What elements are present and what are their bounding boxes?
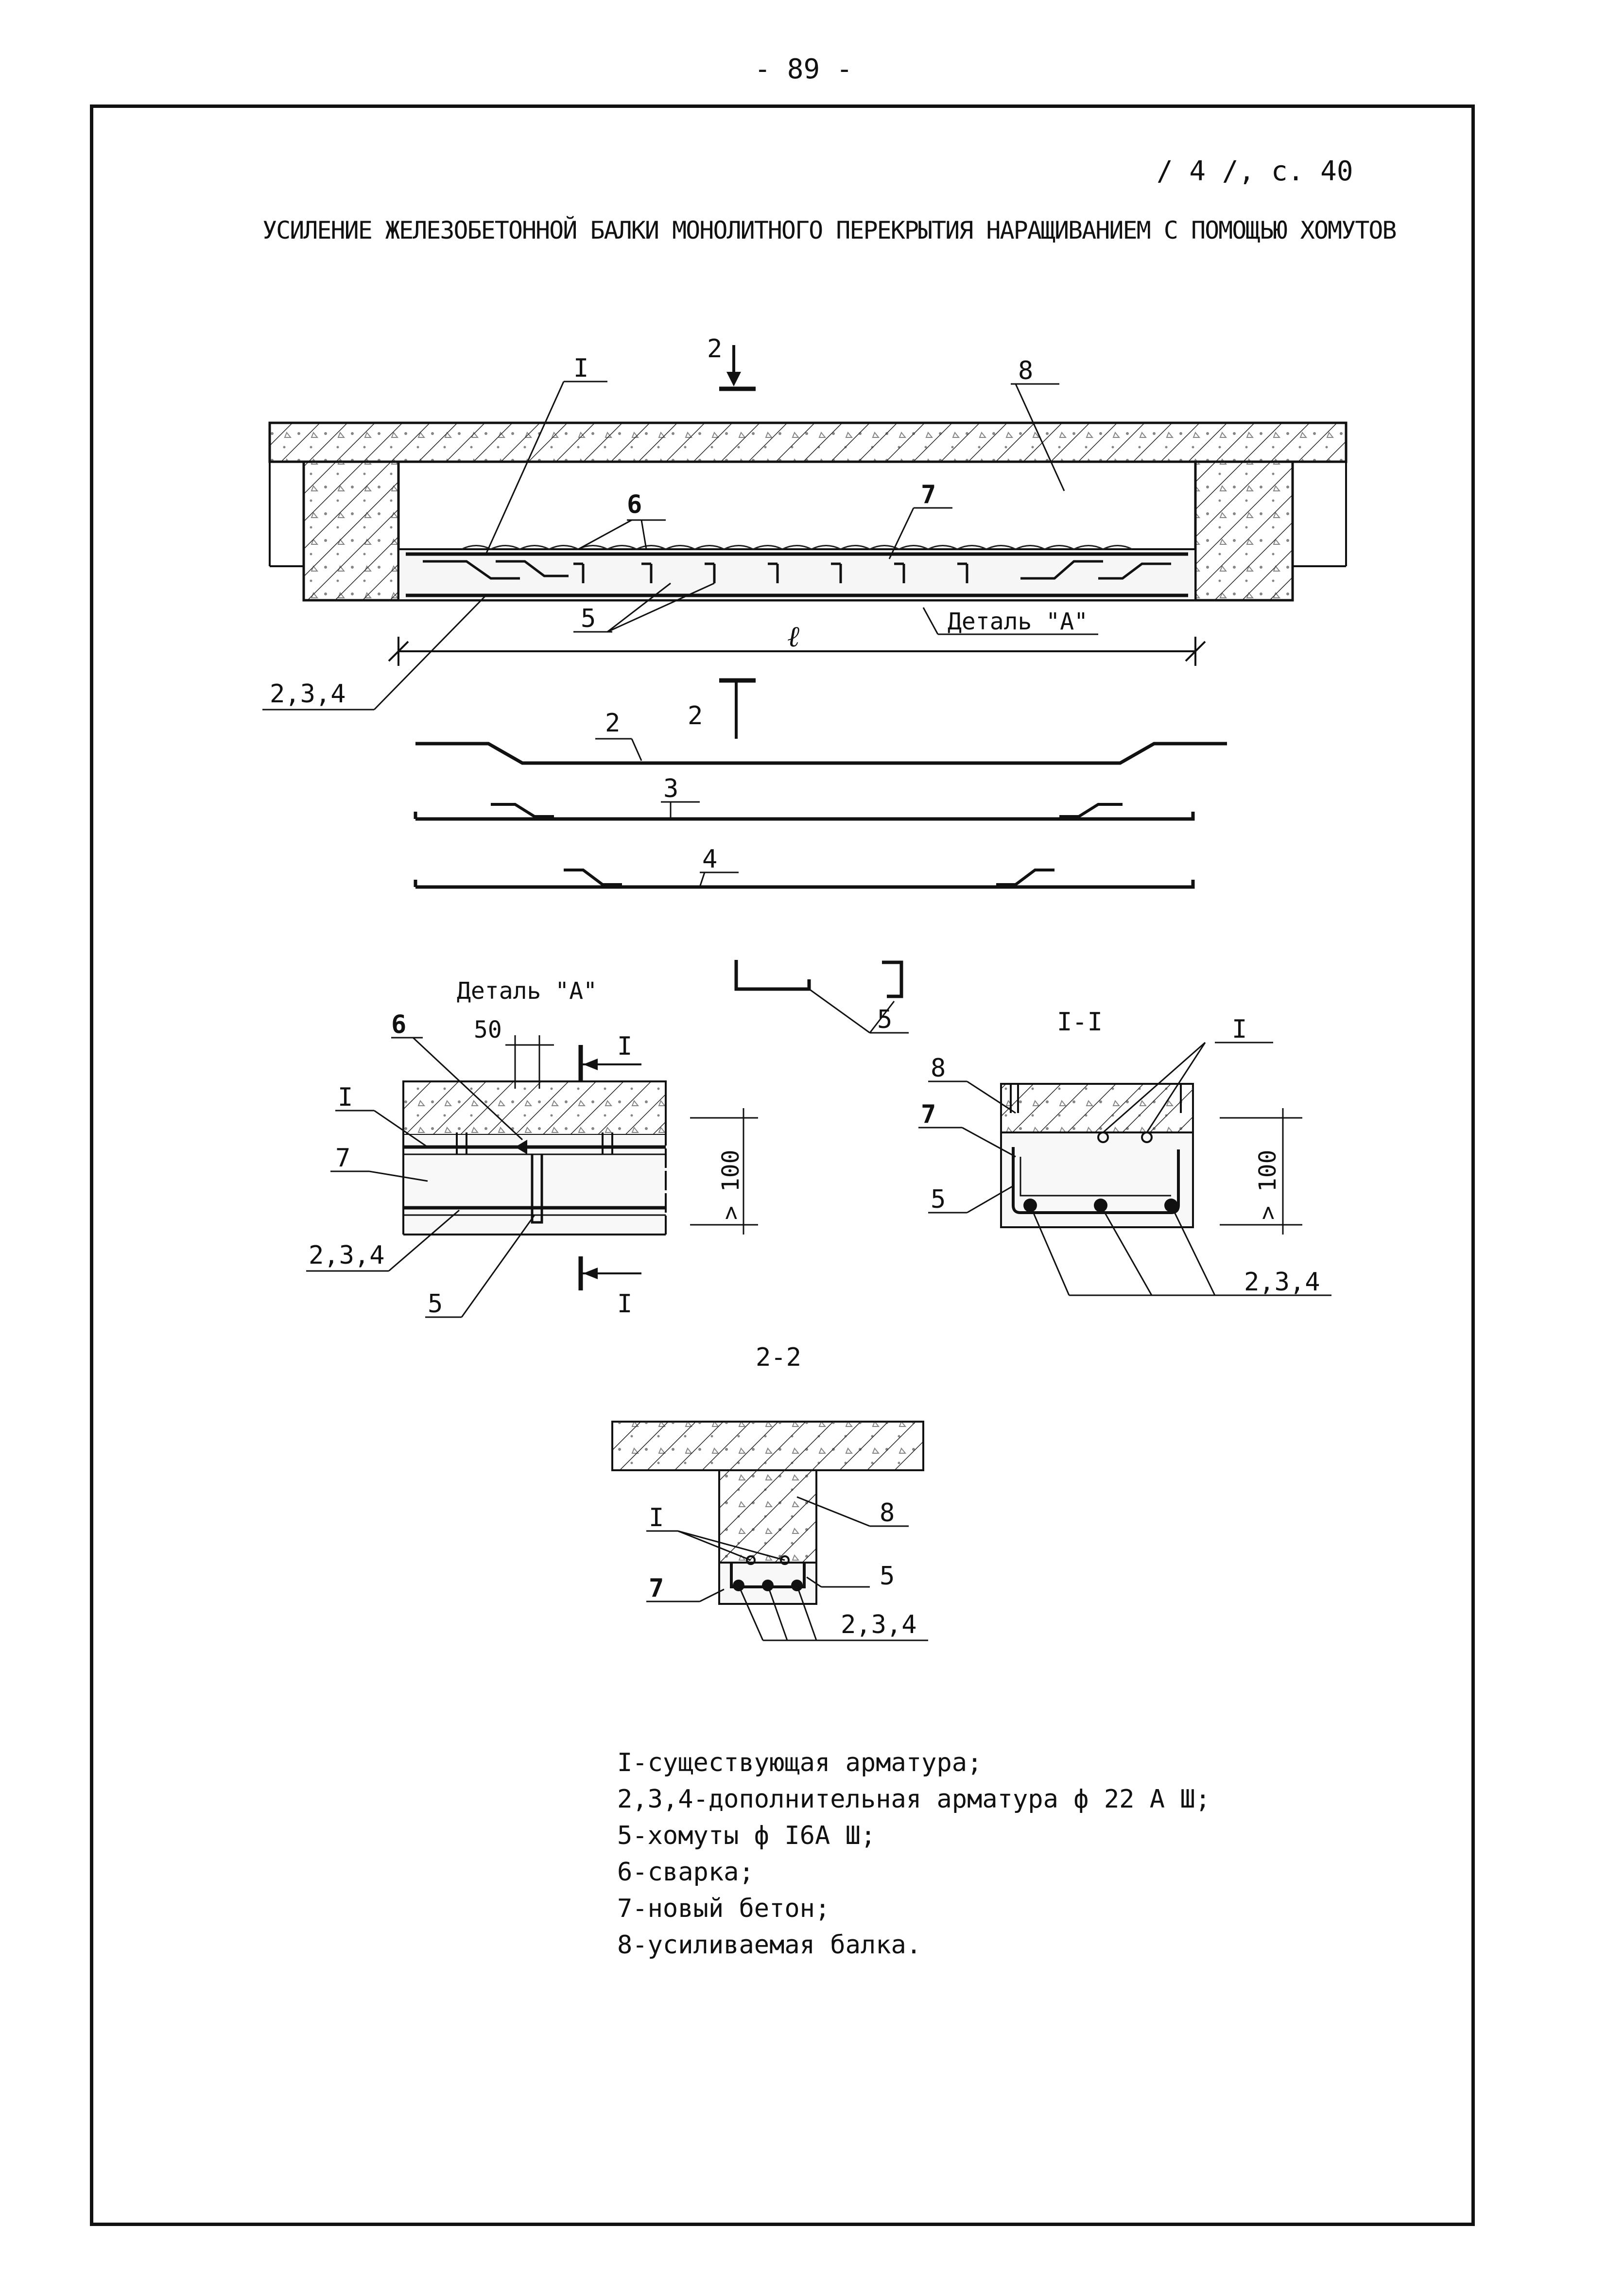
section-mark-2-top: 2	[707, 334, 723, 364]
section-I-I-title: I-I	[1057, 1008, 1103, 1037]
legend-item: 6-сварка;	[617, 1858, 754, 1887]
label-5-main: 5	[581, 604, 596, 633]
bar-2	[415, 744, 1227, 763]
legend-item: 7-новый бетон;	[617, 1894, 830, 1923]
section-I-label-234: 2,3,4	[1244, 1268, 1320, 1297]
detail-a-title: Деталь "A"	[457, 977, 597, 1005]
section-2-label-234: 2,3,4	[841, 1610, 917, 1639]
detail-label-I: I	[338, 1083, 353, 1112]
label-8-main: 8	[1018, 356, 1034, 385]
source-reference: / 4 /, с. 40	[1157, 156, 1353, 187]
label-6-main: 6	[627, 490, 642, 519]
detail-a	[306, 977, 758, 1319]
dim-50: 50	[474, 1016, 502, 1044]
detail-label-234: 2,3,4	[309, 1241, 385, 1270]
section-I-label-5: 5	[931, 1185, 946, 1214]
section-2-label-8: 8	[880, 1498, 895, 1528]
section-2-2	[612, 1343, 928, 1640]
legend-item: 5-хомуты ф I6А Ш;	[617, 1821, 876, 1850]
legend-item: 8-усиливаемая балка.	[617, 1931, 922, 1960]
section-2-label-I: I	[649, 1503, 664, 1532]
bar-2-label: 2	[605, 709, 621, 738]
new-concrete-7	[398, 549, 1195, 600]
section-I-I	[918, 1008, 1331, 1297]
detail-label-7: 7	[335, 1144, 351, 1173]
section-I-mark-top: I	[617, 1032, 633, 1061]
section-2-2-title: 2-2	[756, 1343, 801, 1372]
detail-label-6: 6	[391, 1010, 407, 1039]
dim-100-section: > 100	[1254, 1149, 1281, 1220]
main-elevation	[262, 334, 1346, 739]
detail-label-5: 5	[428, 1289, 443, 1319]
label-234-main: 2,3,4	[270, 679, 346, 709]
legend	[617, 1745, 1210, 1964]
detail-a-callout: Деталь "A"	[948, 608, 1088, 635]
section-I-label-7: 7	[921, 1100, 936, 1129]
label-I-main: I	[573, 354, 589, 383]
legend-item: 2,3,4-дополнительная арматура ф 22 А Ш;	[617, 1785, 1210, 1814]
section-mark-2-bottom: 2	[688, 701, 703, 731]
stirrup-label: 5	[877, 1005, 893, 1034]
section-I-label-I: I	[1232, 1015, 1247, 1044]
stirrup-shape	[736, 960, 909, 1034]
section-I-mark-bottom: I	[617, 1289, 633, 1319]
drawing-title: УСИЛЕНИЕ ЖЕЛЕЗОБЕТОННОЙ БАЛКИ МОНОЛИТНОГО ПЕРЕКРЫТИЯ НАРАЩИВАНИЕМ С ПОМОЩЬЮ ХОМУТОВ	[262, 216, 1396, 244]
bar-4	[415, 880, 1193, 887]
label-7-main: 7	[921, 480, 936, 509]
dim-100-detail: > 100	[717, 1149, 744, 1220]
section-I-label-8: 8	[931, 1054, 946, 1083]
span-label: ℓ	[787, 620, 799, 654]
section-2-label-5: 5	[880, 1562, 895, 1591]
section-2-label-7: 7	[649, 1574, 664, 1603]
bar-3-label: 3	[663, 774, 679, 803]
legend-item: I-существующая арматура;	[617, 1748, 983, 1777]
bar-4-label: 4	[702, 845, 718, 874]
bar-shapes	[415, 709, 1227, 887]
page-number: - 89 -	[754, 53, 853, 85]
